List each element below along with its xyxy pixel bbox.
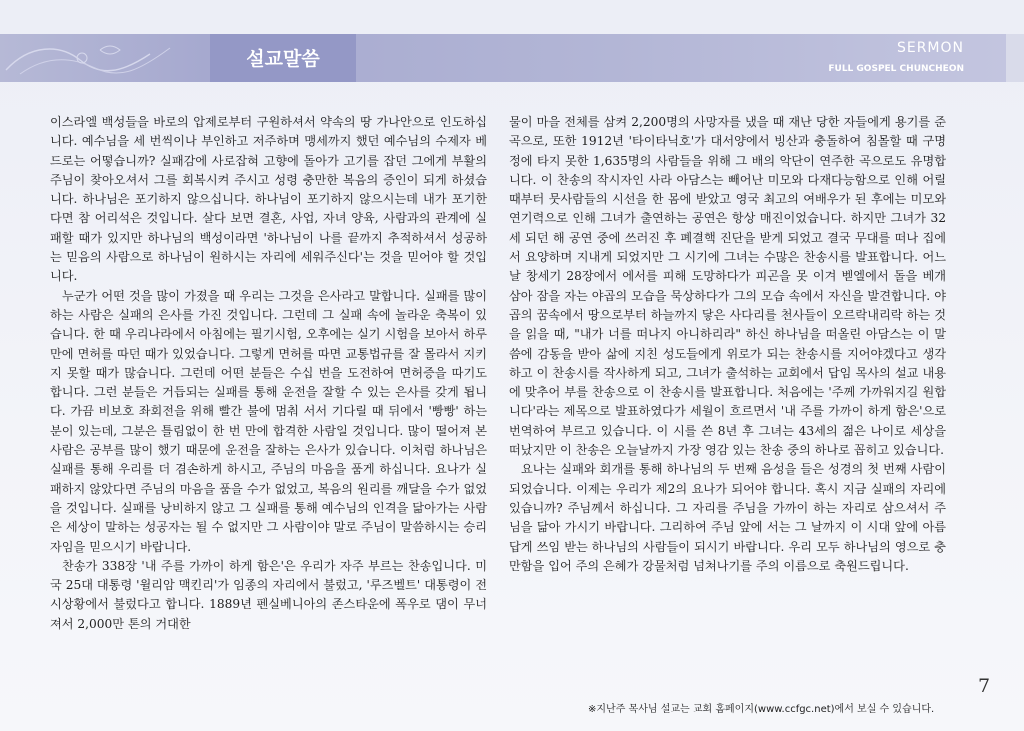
paragraph: 찬송가 338장 '내 주를 가까이 하게 함은'은 우리가 자주 부르는 찬송입니다. 미국 25대 대통령 '윌리암 맥킨리'가 임종의 자리에서 불렀고, '루즈벨트' 대통령이 전시상황에서 불렀다고 합니다. 1889년 펜실베니아의 존스타운에 폭우로 댐이 무너져서 2,000만 톤의 거대한 bbox=[50, 558, 487, 631]
swirl-ornament-icon bbox=[0, 34, 200, 82]
right-text-column bbox=[509, 113, 946, 576]
page-title: 설교말씀 bbox=[246, 48, 320, 70]
church-label: FULL GOSPEL CHUNCHEON bbox=[828, 64, 964, 74]
header-edge bbox=[1006, 34, 1024, 82]
left-text-column bbox=[50, 113, 487, 634]
paragraph: 물이 마을 전체를 삼켜 2,200명의 사망자를 냈을 때 재난 당한 자들에게 용기를 준 곡으로, 또한 1912년 '타이타닉호'가 대서양에서 빙산과 충돌하여 침몰할 때 구명정에 타지 못한 1,635명의 사람들을 위해 그 배의 악단이 연주한 곡으로도 유명합니다. 이 찬송의 작시자인 사라 아담스는 빼어난 미모와 다재다능함으로 인해 어릴 때부터 뭇사람들의 시선을 한 몸에 받았고 영국 최고의 여배우가 된 후에는 미모와 연기력으로 인해 그녀가 출연하는 공연은 항상 매진이었습니다. 하지만 그녀가 32세 되던 해 공연 중에 쓰러진 후 폐결핵 진단을 받게 되었고 결국 무대를 떠나 집에서 요양하며 지내게 되었지만 그 시기에 그녀는 수많은 찬송시를 발표합니다. 어느 날 창세기 28장에서 에서를 피해 도망하다가 피곤을 못 이겨 벧엘에서 돌을 베개 삼아 잠을 자는 야곱의 모습을 묵상하다가 그의 모습 속에서 자신을 발견합니다. 야곱의 꿈속에서 땅으로부터 하늘까지 닿은 사다리를 천사들이 오르락내리락 하는 것을 읽을 때, "내가 너를 떠나지 아니하리라" 하신 하나님을 떠올린 아담스는 이 말씀에 감동을 받아 삶에 지친 성도들에게 위로가 되는 찬송시를 지어야겠다고 생각하고 이 찬송시를 작사하게 되고, 그녀가 출석하는 교회에서 답임 목사의 설교 내용에 맞추어 부를 찬송으로 이 찬송시를 발표합니다. 처음에는 '주께 가까워지길 원합니다'라는 제목으로 발표하였다가 세월이 흐르면서 '내 주를 가까이 하게 함은'으로 번역하여 부르고 있습니다. 이 시를 쓴 8년 후 그녀는 43세의 젊은 나이로 세상을 떠났지만 이 찬송은 오늘날까지 가장 영감 있는 찬송 중의 하나로 꼽히고 있습니다. bbox=[509, 115, 946, 458]
section-label: SERMON bbox=[896, 40, 964, 56]
paragraph: 이스라엘 백성들을 바로의 압제로부터 구원하셔서 약속의 땅 가나안으로 인도하십니다. 예수님을 세 번씩이나 부인하고 저주하며 맹세까지 했던 예수님의 수제자 베드로는 어떻습니까? 실패감에 사로잡혀 고향에 돌아가 고기를 잡던 그에게 부활의 주님이 찾아오셔서 그를 회복시켜 주시고 성령 충만한 복음의 증인이 되게 하셨습니다. 하나님은 포기하지 않으십니다. 하나님이 포기하지 않으시는데 내가 포기한다면 참 어리석은 것입니다. 살다 보면 결혼, 사업, 자녀 양육, 사람과의 관계에 실패할 때가 있지만 하나님의 백성이라면 '하나님이 나를 끝까지 추적하셔서 성공하는 믿음의 사람으로 하나님이 원하시는 자리에 세워주신다'는 것을 믿어야 할 것입니다. bbox=[50, 115, 487, 284]
page-number: 7 bbox=[978, 675, 991, 697]
paragraph: 누군가 어떤 것을 많이 가졌을 때 우리는 그것을 은사라고 말합니다. 실패를 많이 하는 사람은 실패의 은사를 가진 것입니다. 그런데 그 실패 속에 놀라운 축복이 있습니다. 한 때 우리나라에서 아침에는 필기시험, 오후에는 실기 시험을 보아서 하루 만에 면허를 따던 때가 있었습니다. 그렇게 면허를 따면 교통법규를 잘 몰라서 지키지 못할 때가 많습니다. 그런데 어떤 분들은 수십 번을 도전하여 면허증을 따기도 합니다. 그런 분들은 거듭되는 실패를 통해 운전을 잘할 수 있는 은사를 갖게 됩니다. 가끔 비보호 좌회전을 위해 빨간 불에 멈춰 서서 기다릴 때 뒤에서 '빵빵' 하는 분이 있는데, 그분은 틀림없이 한 번 만에 합격한 사람일 것입니다. 많이 떨어져 본 사람은 공부를 많이 했기 때문에 운전을 잘하는 은사가 있습니다. 이처럼 하나님은 실패를 통해 우리를 더 겸손하게 하시고, 주님의 마음을 품게 하십니다. 요나가 실패하지 않았다면 주님의 마음을 품을 수가 없었고, 복음의 원리를 깨달을 수가 없었을 것입니다. 실패를 낭비하지 않고 그 실패를 통해 예수님의 인격을 닮아가는 사람은 세상이 말하는 성공자는 될 수 없지만 그 사람이야 말로 주님이 말씀하시는 승리자임을 믿으시기 바랍니다. bbox=[50, 288, 487, 554]
paragraph: 요나는 실패와 회개를 통해 하나님의 두 번째 음성을 들은 성경의 첫 번째 사람이 되었습니다. 이제는 우리가 제2의 요나가 되어야 합니다. 혹시 지금 실패의 자리에 있습니까? 주님께서 하십니다. 그 자리를 주님을 가까이 하는 자리로 삼으셔서 주님을 닮아 가시기 바랍니다. 그리하여 주님 앞에 서는 그 날까지 이 시대 앞에 아름답게 쓰임 받는 하나님의 사람들이 되시기 바랍니다. 우리 모두 하나님의 영으로 충만함을 입어 주의 은혜가 강물처럼 넘쳐나기를 주의 이름으로 축원드립니다. bbox=[509, 462, 946, 573]
footnote: ※지난주 목사님 설교는 교회 홈페이지(www.ccfgc.net)에서 보실 수 있습니다. bbox=[588, 704, 935, 715]
